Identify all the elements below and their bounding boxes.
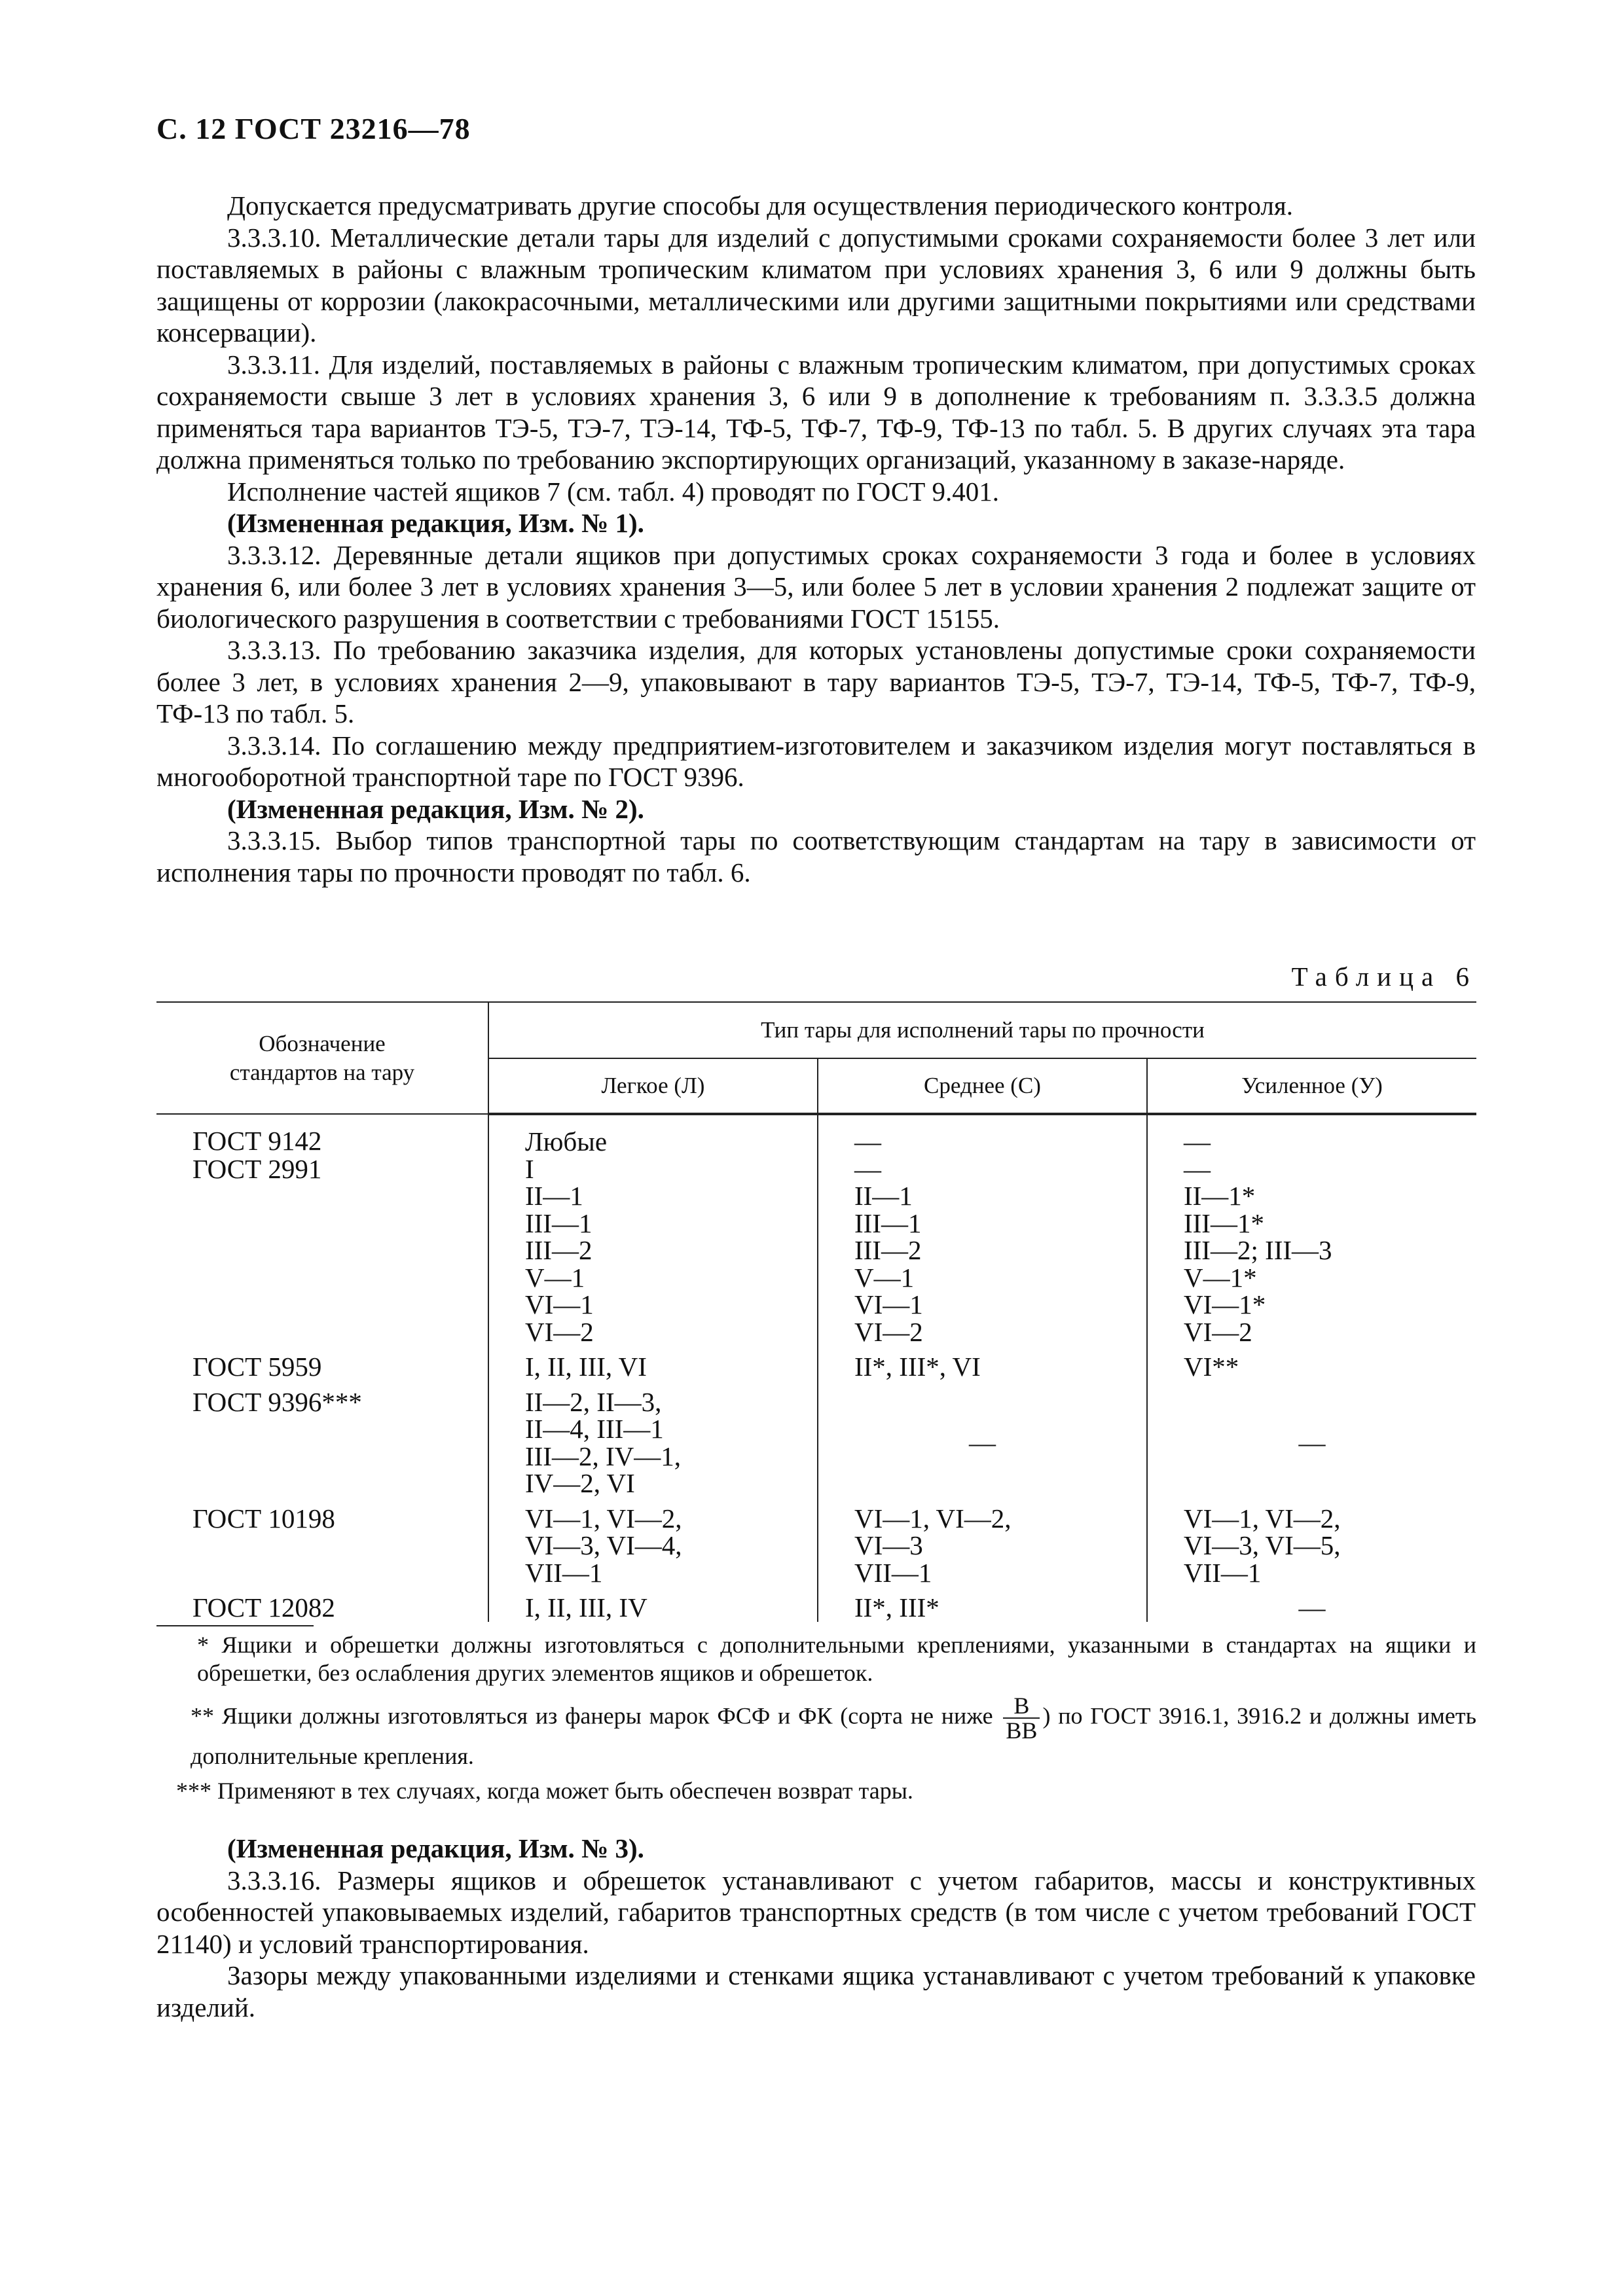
table-row [156,1156,1476,1346]
cell-reinforced: VI** [1147,1346,1476,1381]
cell-light: I, II, III, IV [488,1587,818,1622]
table-row [156,1587,1476,1622]
table-row [156,1498,1476,1587]
cell-medium: II*, III* [818,1587,1147,1622]
cell-medium: VI—1, VI—2, VI—3 VII—1 [818,1498,1147,1587]
table-6 [156,1001,1476,1622]
footnote-1-text: * Ящики и обрешетки должны изготовляться с дополнительными креплениями, указанными в стандартах на ящики и обрешетки, без ослабления других элементов ящиков и обрешеток. [197,1632,1476,1686]
grade-fraction [1003,1694,1040,1742]
cell-standard: ГОСТ 9142 [192,1126,322,1156]
paragraph: 3.3.3.11. Для изделий, поставляемых в районы с влажным тропическим климатом, при допустимых сроках сохраняемости свыше 3 лет в условиях хранения 3, 6 или 9 в дополнение к требованиям п. 3.3.3.5 должна применяться тара вариантов ТЭ-5, ТЭ-7, ТЭ-14, ТФ-5, ТФ-7, ТФ-9, ТФ-13 по табл. 5. В других случаях эта тара должна применяться только по требованию экспортирующих организаций, указанному в заказе-наряде. [156,349,1476,475]
cell-reinforced: — [1147,1381,1476,1498]
cell-reinforced: — [1147,1587,1476,1622]
col-header-light: Легкое (Л) [488,1058,818,1114]
cell-medium: — II—1 III—1 III—2 V—1 VI—1 VI—2 [818,1156,1147,1346]
paragraph: Допускается предусматривать другие способы для осуществления периодического контроля. [227,190,1294,221]
cell-medium: — [818,1381,1147,1498]
cell-reinforced: — [1147,1114,1476,1156]
footnote-divider [156,1625,314,1626]
cell-reinforced: — II—1* III—1* III—2; III—3 V—1* VI—1* VI—2 [1147,1156,1476,1346]
col-header-medium: Среднее (С) [818,1058,1147,1114]
paragraph: Зазоры между упакованными изделиями и стенками ящика устанавливают с учетом требований к упаковке изделий. [156,1960,1476,2022]
cell-standard: ГОСТ 12082 [192,1592,335,1623]
body-text-top [156,190,1476,888]
cell-standard: ГОСТ 5959 [192,1352,322,1382]
cell-standard: ГОСТ 2991 [192,1153,322,1184]
table-caption: Таблица 6 [1291,961,1477,992]
cell-standard: ГОСТ 10198 [192,1503,335,1534]
cell-medium: II*, III*, VI [818,1346,1147,1381]
table-row [156,1114,1476,1156]
footnotes [156,1631,1476,1812]
footnote-2-text-a: ** Ящики должны изготовляться из фанеры марок ФСФ и ФК (сорта не ниже [191,1702,993,1729]
paragraph: 3.3.3.16. Размеры ящиков и обрешеток устанавливают с учетом габаритов, массы и конструктивных особенностей упаковываемых изделий, габаритов транспортных средств (в том числе с учетом требований ГОСТ 21140) и условий транспортирования. [156,1865,1476,1959]
cell-light: I, II, III, VI [488,1346,818,1381]
col-header-standard [156,1002,488,1114]
footnote-3 [156,1777,1476,1805]
table-row [156,1346,1476,1381]
cell-medium: — [818,1114,1147,1156]
cell-light: I II—1 III—1 III—2 V—1 VI—1 VI—2 [488,1156,818,1346]
paragraph: 3.3.3.10. Металлические детали тары для изделий с допустимыми сроками сохраняемости более 3 лет или поставляемых в районы с влажным тропическим климатом при условиях хранения 3, 6 или 9 должны быть защищены от коррозии (лакокрасочными, металлическими или другими защитными покрытиями или средствами консервации). [156,222,1476,348]
table-row [156,1381,1476,1498]
cell-reinforced: VI—1, VI—2, VI—3, VI—5, VII—1 [1147,1498,1476,1587]
fraction-numerator: В [1003,1694,1040,1719]
cell-standard: ГОСТ 9396*** [192,1386,362,1417]
col-header-standard-text: Обозначение стандартов на тару [229,1030,415,1085]
fraction-denominator: ВВ [1006,1717,1038,1744]
amendment-note: (Измененная редакция, Изм. № 3). [227,1833,644,1863]
paragraph: 3.3.3.12. Деревянные детали ящиков при допустимых сроках сохраняемости 3 года и более в условиях хранения 6, или более 3 лет в условиях хранения 3—5, или более 5 лет в условии хранения 2 подлежат защите от биологического разрушения в соответствии с требованиями ГОСТ 15155. [156,539,1476,634]
body-text-bottom [156,1833,1476,2023]
paragraph: 3.3.3.14. По соглашению между предприятием-изготовителем и заказчиком изделия могут поставляться в многооборотной транспортной таре по ГОСТ 9396. [156,730,1476,792]
cell-light: II—2, II—3, II—4, III—1 III—2, IV—1, IV—2, VI [488,1381,818,1498]
footnote-2-text-b: ) по ГОСТ 3916.1, 3916.2 и должны иметь дополнительные крепления. [191,1702,1477,1769]
cell-light: Любые [488,1114,818,1156]
col-group-header: Тип тары для исполнений тары по прочности [488,1002,1476,1058]
paragraph: 3.3.3.15. Выбор типов транспортной тары по соответствующим стандартам на тару в зависимости от исполнения тары по прочности проводят по табл. 6. [156,825,1476,888]
footnote-2 [156,1694,1476,1770]
paragraph: Исполнение частей ящиков 7 (см. табл. 4) проводят по ГОСТ 9.401. [227,476,999,507]
paragraph: 3.3.3.13. По требованию заказчика изделия, для которых установлены допустимые сроки сохраняемости более 3 лет, в условиях хранения 2—9, упаковывают в тару вариантов ТЭ-5, ТЭ-7, ТЭ-14, ТФ-5, ТФ-7, ТФ-9, ТФ-13 по табл. 5. [156,635,1476,728]
footnote-1 [156,1631,1476,1687]
amendment-note: (Измененная редакция, Изм. № 2). [227,793,644,824]
footnote-3-text: *** Применяют в тех случаях, когда может быть обеспечен возврат тары. [176,1778,913,1804]
page-header: С. 12 ГОСТ 23216—78 [156,112,471,145]
col-header-reinforced: Усиленное (У) [1147,1058,1476,1114]
cell-light: VI—1, VI—2, VI—3, VI—4, VII—1 [488,1498,818,1587]
amendment-note: (Измененная редакция, Изм. № 1). [227,508,644,538]
